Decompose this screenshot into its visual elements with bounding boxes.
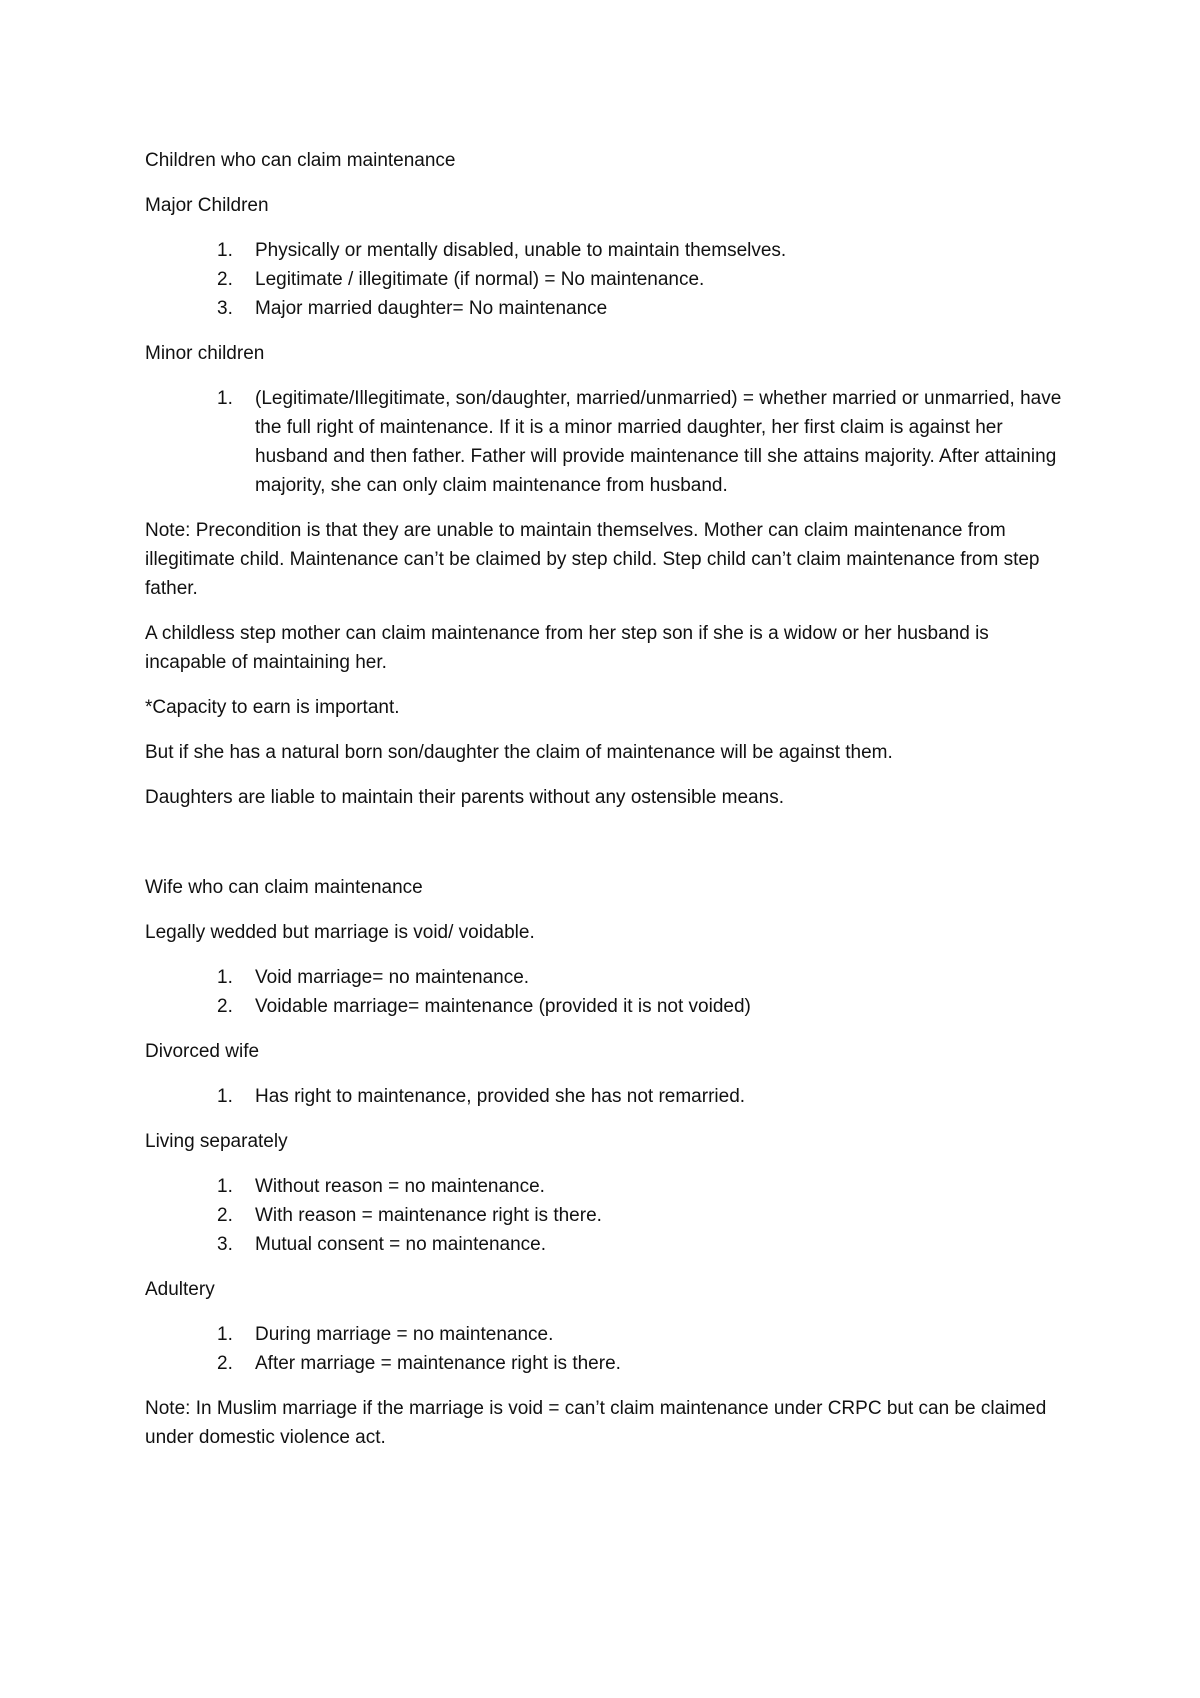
paragraph-capacity: *Capacity to earn is important. <box>145 697 400 718</box>
list-item-text: Has right to maintenance, provided she has not remarried. <box>255 1086 746 1107</box>
list-item-text: With reason = maintenance right is there. <box>255 1205 602 1226</box>
list-item <box>145 1230 1065 1259</box>
list-item <box>145 265 1065 294</box>
list-item <box>145 294 1065 323</box>
note-paragraph: Note: Precondition is that they are unable to maintain themselves. Mother can claim maintenance from illegitimate child. Maintenance can’t be claimed by step child. Step child can’t claim maintenance from step father. <box>145 520 1040 599</box>
note-paragraph-muslim: Note: In Muslim marriage if the marriage is void = can’t claim maintenance under CRPC but can be claimed under domestic violence act. <box>145 1398 1047 1448</box>
subheading-minor-children: Minor children <box>145 343 265 364</box>
list-number: 3. <box>217 1234 233 1255</box>
list-item-text: Voidable marriage= maintenance (provided it is not voided) <box>255 996 751 1017</box>
list-number: 2. <box>217 1353 233 1374</box>
subheading-living-separately: Living separately <box>145 1131 288 1152</box>
list-number: 2. <box>217 996 233 1017</box>
legally-wedded-list <box>145 963 1065 1021</box>
subheading-legally-wedded: Legally wedded but marriage is void/ voidable. <box>145 922 535 943</box>
list-item <box>145 1349 1065 1378</box>
subheading-divorced-wife: Divorced wife <box>145 1041 260 1062</box>
list-item <box>145 1172 1065 1201</box>
divorced-wife-list <box>145 1082 1065 1111</box>
list-item <box>145 236 1065 265</box>
list-number: 2. <box>217 1205 233 1226</box>
adultery-list <box>145 1320 1065 1378</box>
paragraph-daughters: Daughters are liable to maintain their parents without any ostensible means. <box>145 787 784 808</box>
minor-children-list <box>145 384 1065 500</box>
list-number: 1. <box>217 1176 233 1197</box>
section-heading-wife: Wife who can claim maintenance <box>145 877 423 898</box>
list-item-text: Major married daughter= No maintenance <box>255 298 608 319</box>
list-number: 1. <box>217 1324 233 1345</box>
list-number: 1. <box>217 388 233 409</box>
list-item <box>145 963 1065 992</box>
paragraph-natural-born: But if she has a natural born son/daughter the claim of maintenance will be against them. <box>145 742 893 763</box>
list-item <box>145 384 1065 500</box>
list-item <box>145 1320 1065 1349</box>
subheading-adultery: Adultery <box>145 1279 215 1300</box>
list-item-text: Void marriage= no maintenance. <box>255 967 530 988</box>
section-heading-children: Children who can claim maintenance <box>145 150 456 171</box>
paragraph-step-mother: A childless step mother can claim maintenance from her step son if she is a widow or her husband is incapable of maintaining her. <box>145 623 989 673</box>
major-children-list <box>145 236 1065 323</box>
list-item-text: Without reason = no maintenance. <box>255 1176 545 1197</box>
list-number: 1. <box>217 240 233 261</box>
list-item <box>145 992 1065 1021</box>
section-spacer <box>145 828 1065 873</box>
list-number: 3. <box>217 298 233 319</box>
list-item-text: Mutual consent = no maintenance. <box>255 1234 546 1255</box>
list-item <box>145 1082 1065 1111</box>
list-item-text: During marriage = no maintenance. <box>255 1324 554 1345</box>
subheading-major-children: Major Children <box>145 195 269 216</box>
list-number: 2. <box>217 269 233 290</box>
list-number: 1. <box>217 1086 233 1107</box>
list-number: 1. <box>217 967 233 988</box>
list-item-text: Legitimate / illegitimate (if normal) = No maintenance. <box>255 269 705 290</box>
list-item-text: (Legitimate/Illegitimate, son/daughter, married/unmarried) = whether married or unmarried, have the full right of maintenance. If it is a minor married daughter, her first claim is against her husband and then father. Father will provide maintenance till she attains majority. After attaining majority, she can only claim maintenance from husband. <box>255 388 1062 496</box>
document-body <box>145 146 1065 1468</box>
living-separately-list <box>145 1172 1065 1259</box>
list-item-text: Physically or mentally disabled, unable to maintain themselves. <box>255 240 787 261</box>
list-item <box>145 1201 1065 1230</box>
list-item-text: After marriage = maintenance right is there. <box>255 1353 621 1374</box>
